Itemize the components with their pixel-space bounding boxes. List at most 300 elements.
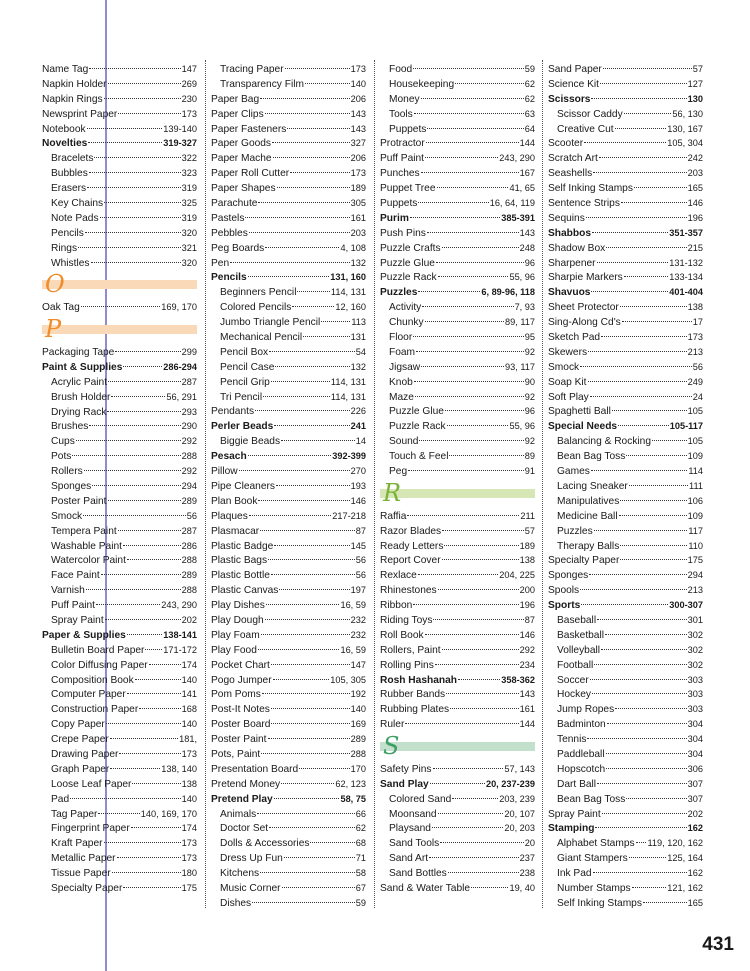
entry-term: Games — [557, 466, 590, 478]
dot-leader — [447, 425, 509, 426]
dot-leader — [438, 813, 504, 814]
dot-leader — [104, 202, 181, 203]
entry-pages: 323 — [181, 168, 197, 179]
index-entry — [548, 598, 703, 613]
dot-leader — [297, 291, 329, 292]
entry-pages: 230 — [181, 93, 197, 104]
dot-leader — [593, 872, 687, 873]
entry-term: Skewers — [548, 346, 588, 358]
dot-leader — [425, 634, 519, 635]
dot-leader — [272, 142, 350, 143]
dot-leader — [303, 336, 350, 337]
entry-pages: 202 — [687, 808, 703, 819]
entry-term: Shabbos — [548, 227, 592, 239]
dot-leader — [269, 827, 355, 828]
dot-leader — [432, 827, 503, 828]
index-entry — [548, 360, 703, 375]
entry-pages: 62 — [524, 78, 535, 89]
entry-term: Spaghetti Ball — [548, 406, 611, 418]
entry-pages: 302 — [687, 629, 703, 640]
index-entry — [380, 762, 535, 777]
entry-pages: 181, — [179, 734, 197, 745]
entry-term: Football — [557, 659, 594, 671]
entry-pages: 286 — [181, 540, 197, 551]
entry-term: Paper & Supplies — [42, 629, 126, 641]
index-entry — [211, 196, 366, 211]
index-entry — [42, 360, 197, 375]
index-subentry — [42, 583, 197, 598]
index-subentry — [42, 881, 197, 896]
entry-pages: 114, 131 — [330, 376, 366, 387]
dot-leader — [429, 857, 519, 858]
index-entry — [380, 777, 535, 792]
index-entry — [380, 702, 535, 717]
index-entry — [211, 717, 366, 732]
entry-pages: 351-357 — [669, 227, 703, 238]
index-subentry — [42, 449, 197, 464]
entry-term: Tissue Paper — [51, 868, 111, 880]
entry-term: Riding Toys — [380, 614, 433, 626]
entry-pages: 302 — [687, 659, 703, 670]
dot-leader — [139, 708, 180, 709]
entry-term: Scissors — [548, 93, 591, 105]
entry-term: Ruler — [380, 719, 405, 731]
entry-pages: 325 — [181, 198, 197, 209]
index-entry — [380, 181, 535, 196]
index-entry — [548, 256, 703, 271]
dot-leader — [589, 574, 686, 575]
index-entry — [211, 151, 366, 166]
index-entry — [211, 613, 366, 628]
entry-term: Pots — [51, 451, 72, 463]
index-subentry — [548, 628, 703, 643]
dot-leader — [123, 887, 180, 888]
index-subentry — [380, 375, 535, 390]
entry-term: Sand Paper — [548, 64, 602, 75]
dot-leader — [84, 470, 181, 471]
entry-pages: 140 — [181, 674, 197, 685]
index-subentry — [548, 673, 703, 688]
entry-term: Baseball — [557, 614, 597, 626]
dot-leader — [426, 142, 519, 143]
entry-term: Sponges — [548, 570, 589, 582]
index-entry — [548, 211, 703, 226]
entry-pages: 110 — [688, 540, 703, 551]
entry-term: Metallic Paper — [51, 853, 116, 865]
dot-leader — [442, 247, 519, 248]
entry-term: Puff Paint — [51, 600, 95, 612]
dot-leader — [405, 723, 518, 724]
dot-leader — [263, 396, 330, 397]
dot-leader — [149, 664, 181, 665]
index-entry — [42, 628, 197, 643]
dot-leader — [418, 202, 488, 203]
entry-pages: 289 — [350, 734, 366, 745]
dot-leader — [111, 396, 165, 397]
entry-pages: 57 — [524, 525, 535, 536]
entry-pages: 292 — [181, 466, 197, 477]
entry-term: Money — [389, 93, 420, 105]
dot-leader — [636, 842, 647, 843]
entry-term: Pebbles — [211, 227, 248, 239]
dot-leader — [104, 842, 181, 843]
dot-leader — [258, 649, 340, 650]
index-subentry — [42, 375, 197, 390]
entry-pages: 144 — [519, 138, 535, 149]
index-subentry — [211, 330, 366, 345]
entry-term: Punches — [380, 168, 420, 180]
dot-leader — [98, 813, 139, 814]
index-entry — [211, 673, 366, 688]
index-subentry — [380, 419, 535, 434]
index-entry — [548, 419, 703, 434]
entry-term: Sand Bottles — [389, 868, 447, 880]
dot-leader — [108, 381, 181, 382]
entry-pages: 300-307 — [669, 600, 703, 611]
index-subentry — [42, 494, 197, 509]
dot-leader — [597, 262, 669, 263]
dot-leader — [87, 128, 163, 129]
index-subentry — [548, 658, 703, 673]
dot-leader — [586, 217, 687, 218]
index-subentry — [42, 747, 197, 762]
entry-term: Rollers, Paint — [380, 644, 441, 656]
entry-pages: 111 — [689, 480, 703, 491]
index-entry — [42, 300, 197, 315]
entry-term: Perler Beads — [211, 421, 274, 433]
entry-pages: 144 — [519, 719, 535, 730]
dot-leader — [590, 396, 692, 397]
index-subentry — [42, 553, 197, 568]
entry-term: Paper Shapes — [211, 183, 276, 195]
entry-pages: 196 — [687, 212, 703, 223]
entry-pages: 204, 225 — [499, 570, 535, 581]
entry-pages: 89 — [524, 451, 535, 462]
letter-band — [380, 489, 535, 498]
index-entry — [548, 226, 703, 241]
entry-term: Sports — [548, 600, 581, 612]
index-entry — [548, 196, 703, 211]
entry-pages: 87 — [355, 525, 366, 536]
entry-pages: 105, 305 — [330, 674, 366, 685]
dot-leader — [292, 306, 334, 307]
index-entry — [380, 717, 535, 732]
dot-leader — [268, 738, 350, 739]
entry-term: Smock — [548, 361, 580, 373]
entry-term: Purim — [380, 212, 409, 224]
entry-term: Paper Bag — [211, 93, 260, 105]
dot-leader — [271, 708, 350, 709]
entry-pages: 19, 40 — [509, 883, 535, 894]
section-letter: R — [383, 478, 402, 507]
entry-pages: 105 — [687, 436, 703, 447]
letter-section-header — [42, 270, 197, 300]
entry-term: Peg Boards — [211, 242, 265, 254]
dot-leader — [281, 783, 334, 784]
entry-pages: 56 — [355, 555, 366, 566]
index-subentry — [42, 524, 197, 539]
dot-leader — [587, 738, 686, 739]
index-subentry — [548, 449, 703, 464]
dot-leader — [445, 410, 524, 411]
dot-leader — [299, 768, 349, 769]
entry-term: Pots, Paint — [211, 748, 261, 760]
entry-pages: 95 — [524, 332, 535, 343]
entry-term: Rings — [51, 242, 78, 254]
entry-pages: 56, 130 — [672, 108, 703, 119]
entry-pages: 109 — [687, 510, 703, 521]
index-entry — [380, 285, 535, 300]
entry-pages: 90 — [524, 376, 535, 387]
index-subentry — [380, 360, 535, 375]
entry-pages: 16, 59 — [340, 644, 366, 655]
entry-term: Self Inking Stamps — [548, 183, 633, 195]
entry-pages: 303 — [687, 704, 703, 715]
entry-term: Poster Board — [211, 719, 271, 731]
index-subentry — [548, 434, 703, 449]
index-subentry — [42, 509, 197, 524]
dot-leader — [414, 381, 524, 382]
entry-pages: 241 — [350, 421, 366, 432]
entry-pages: 243, 290 — [161, 600, 197, 611]
entry-pages: 211 — [520, 510, 535, 521]
index-entry — [380, 136, 535, 151]
entry-term: Ink Pad — [557, 868, 592, 880]
index-entry — [211, 226, 366, 241]
entry-pages: 109 — [687, 451, 703, 462]
index-entry — [42, 136, 197, 151]
index-subentry — [548, 851, 703, 866]
index-subentry — [380, 464, 535, 479]
dot-leader — [70, 798, 181, 799]
entry-term: Science Kit — [548, 78, 599, 90]
entry-pages: 392-399 — [332, 451, 366, 462]
index-subentry — [211, 300, 366, 315]
entry-term: Scooter — [548, 138, 584, 150]
index-subentry — [42, 226, 197, 241]
entry-pages: 304 — [687, 748, 703, 759]
entry-pages: 192 — [350, 689, 366, 700]
entry-term: Plan Book — [211, 495, 258, 507]
index-subentry — [380, 821, 535, 836]
section-letter: S — [383, 732, 400, 761]
entry-pages: 292 — [519, 644, 535, 655]
dot-leader — [629, 485, 688, 486]
dot-leader — [413, 336, 524, 337]
entry-term: Lacing Sneaker — [557, 480, 628, 492]
entry-term: Soccer — [557, 674, 589, 686]
index-entry — [548, 181, 703, 196]
entry-pages: 302 — [687, 644, 703, 655]
entry-term: Bean Bag Toss — [557, 793, 626, 805]
entry-term: Paper Fasteners — [211, 123, 287, 135]
index-entry — [42, 345, 197, 360]
dot-leader — [123, 545, 181, 546]
entry-pages: 167 — [519, 168, 535, 179]
entry-term: Chunky — [389, 317, 424, 329]
entry-pages: 127 — [687, 78, 703, 89]
entry-pages: 91 — [524, 466, 535, 477]
index-entry — [211, 494, 366, 509]
index-subentry — [42, 658, 197, 673]
entry-pages: 16, 64, 119 — [489, 198, 535, 209]
entry-pages: 4, 108 — [340, 242, 366, 253]
index-subentry — [548, 762, 703, 777]
index-entry — [548, 77, 703, 92]
dot-leader — [421, 366, 504, 367]
entry-pages: 301 — [687, 614, 703, 625]
index-subentry — [42, 732, 197, 747]
dot-leader — [265, 247, 339, 248]
entry-term: Rexlace — [380, 570, 417, 582]
dot-leader — [145, 649, 162, 650]
entry-term: Smock — [51, 510, 83, 522]
dot-leader — [271, 574, 355, 575]
entry-term: Pipe Cleaners — [211, 480, 275, 492]
dot-leader — [427, 232, 519, 233]
entry-pages: 58, 75 — [340, 793, 366, 804]
entry-pages: 63 — [524, 108, 535, 119]
letter-band — [380, 742, 535, 751]
index-entry — [548, 151, 703, 166]
index-subentry — [380, 404, 535, 419]
index-entry — [211, 658, 366, 673]
entry-term: Seashells — [548, 168, 593, 180]
entry-pages: 57, 143 — [504, 763, 535, 774]
index-subentry — [211, 315, 366, 330]
entry-pages: 165 — [687, 183, 703, 194]
index-subentry — [42, 539, 197, 554]
dot-leader — [580, 589, 687, 590]
entry-term: Stamping — [548, 823, 595, 835]
entry-term: Alphabet Stamps — [557, 838, 635, 850]
dot-leader — [135, 679, 181, 680]
entry-pages: 146 — [350, 495, 366, 506]
entry-term: Special Needs — [548, 421, 618, 433]
dot-leader — [94, 157, 180, 158]
dot-leader — [440, 842, 524, 843]
entry-term: Watercolor Paint — [51, 555, 126, 567]
entry-term: Pencils — [211, 272, 247, 284]
index-subentry — [42, 792, 197, 807]
dot-leader — [265, 113, 350, 114]
index-subentry — [380, 390, 535, 405]
entry-term: Activity — [389, 302, 422, 314]
entry-pages: 87 — [524, 614, 535, 625]
dot-leader — [108, 500, 181, 501]
entry-term: Number Stamps — [557, 882, 631, 894]
index-subentry — [211, 77, 366, 92]
index-subentry — [211, 62, 366, 77]
entry-term: Computer Paper — [51, 689, 126, 701]
index-subentry — [42, 643, 197, 658]
dot-leader — [643, 902, 687, 903]
dot-leader — [438, 276, 509, 277]
entry-pages: 193 — [350, 480, 366, 491]
entry-pages: 203 — [350, 227, 366, 238]
entry-pages: 189 — [519, 540, 535, 551]
index-entry — [548, 136, 703, 151]
index-subentry — [380, 300, 535, 315]
index-entry — [211, 762, 366, 777]
dot-leader — [452, 798, 498, 799]
dot-leader — [603, 68, 692, 69]
entry-term: Acrylic Paint — [51, 376, 108, 388]
entry-term: Moonsand — [389, 808, 437, 820]
dot-leader — [593, 172, 686, 173]
entry-pages: 173 — [181, 108, 197, 119]
dot-leader — [618, 425, 669, 426]
dot-leader — [252, 902, 355, 903]
entry-term: Self Inking Stamps — [557, 897, 642, 909]
dot-leader — [257, 813, 355, 814]
dot-leader — [279, 589, 349, 590]
entry-pages: 55, 96 — [509, 421, 535, 432]
index-entry — [380, 613, 535, 628]
entry-pages: 290 — [181, 421, 197, 432]
index-subentry — [380, 77, 535, 92]
entry-pages: 14 — [355, 436, 366, 447]
entry-term: Colored Sand — [389, 793, 452, 805]
index-entry — [380, 256, 535, 271]
entry-term: Newsprint Paper — [42, 108, 118, 120]
entry-pages: 226 — [350, 406, 366, 417]
dot-leader — [620, 545, 687, 546]
index-entry — [548, 821, 703, 836]
entry-term: Pocket Chart — [211, 659, 270, 671]
index-entry — [211, 539, 366, 554]
entry-term: Tag Paper — [51, 808, 98, 820]
entry-pages: 304 — [687, 719, 703, 730]
entry-term: Paper Goods — [211, 138, 272, 150]
index-subentry — [548, 524, 703, 539]
entry-term: Pen — [211, 257, 230, 269]
entry-term: Puzzle Rack — [389, 421, 446, 433]
index-subentry — [211, 851, 366, 866]
index-entry — [211, 628, 366, 643]
entry-term: Scratch Art — [548, 153, 598, 165]
index-entry — [548, 375, 703, 390]
index-subentry — [548, 107, 703, 122]
entry-pages: 304 — [687, 734, 703, 745]
index-subentry — [380, 792, 535, 807]
entry-term: Puppet Tree — [380, 183, 436, 195]
entry-term: Sing-Along Cd's — [548, 317, 621, 329]
dot-leader — [230, 262, 350, 263]
entry-term: Touch & Feel — [389, 451, 449, 463]
entry-term: Tri Pencil — [220, 391, 263, 403]
dot-leader — [255, 410, 350, 411]
dot-leader — [622, 321, 692, 322]
index-entry — [211, 181, 366, 196]
dot-leader — [425, 157, 498, 158]
dot-leader — [615, 128, 667, 129]
entry-pages: 20, 107 — [504, 808, 535, 819]
entry-pages: 114, 131 — [330, 287, 366, 298]
index-entry — [211, 747, 366, 762]
dot-leader — [287, 128, 349, 129]
index-entry — [548, 166, 703, 181]
dot-leader — [268, 559, 355, 560]
entry-term: Manipulatives — [557, 495, 620, 507]
dot-leader — [592, 232, 668, 233]
entry-pages: 66 — [355, 808, 366, 819]
index-subentry — [548, 792, 703, 807]
entry-term: Notebook — [42, 123, 86, 135]
entry-pages: 320 — [181, 227, 197, 238]
entry-term: Sharpie Markers — [548, 272, 623, 284]
entry-pages: 320 — [181, 257, 197, 268]
